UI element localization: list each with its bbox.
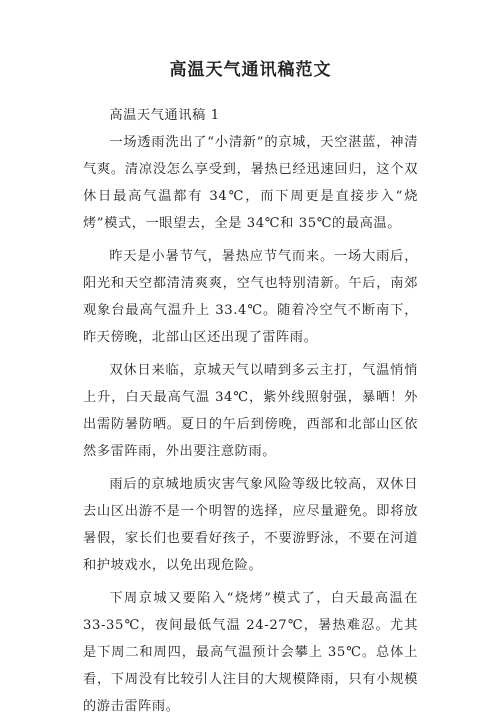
paragraph-4: 雨后的京城地质灾害气象风险等级比较高，双休日去山区出游不是一个明智的选择，应尽量避免。即将放暑假，家长们也要看好孩子，不要游野泳，不要在河道和护坡戏水，以免出现危险。 [83, 477, 418, 573]
paragraph-1: 一场透雨洗出了“小清新”的京城，天空湛蓝，神清气爽。清凉没怎么享受到，暑热已经迅速回归，这个双休日最高气温都有 34℃，而下周更是直接步入“烧烤”模式，一眼望去，全是 34℃和 35℃的最高温。 [83, 135, 418, 231]
document-title: 高温天气通讯稿范文 [169, 60, 332, 80]
paragraph-2: 昨天是小暑节气，暑热应节气而来。一场大雨后，阳光和天空都清清爽爽，空气也特别清新。午后，南郊观象台最高气温升上 33.4℃。随着冷空气不断南下，昨天傍晚，北部山区还出现了雷阵雨。 [83, 249, 418, 345]
document-subtitle: 高温天气通讯稿 1 [109, 108, 220, 123]
paragraph-5: 下周京城又要陷入“烧烤”模式了，白天最高温在 33-35℃，夜间最低气温 24-27℃，暑热难忍。尤其是下周二和周四，最高气温预计会攀上 35℃。总体上看，下周没有比较引人注目的大规模降雨，只有小规模的游击雷阵雨。 [83, 591, 418, 714]
paragraph-3: 双休日来临，京城天气以晴到多云主打，气温悄悄上升，白天最高气温 34℃，紫外线照射强，暴晒！外出需防暑防晒。夏日的午后到傍晚，西部和北部山区依然多雷阵雨，外出要注意防雨。 [83, 363, 418, 459]
